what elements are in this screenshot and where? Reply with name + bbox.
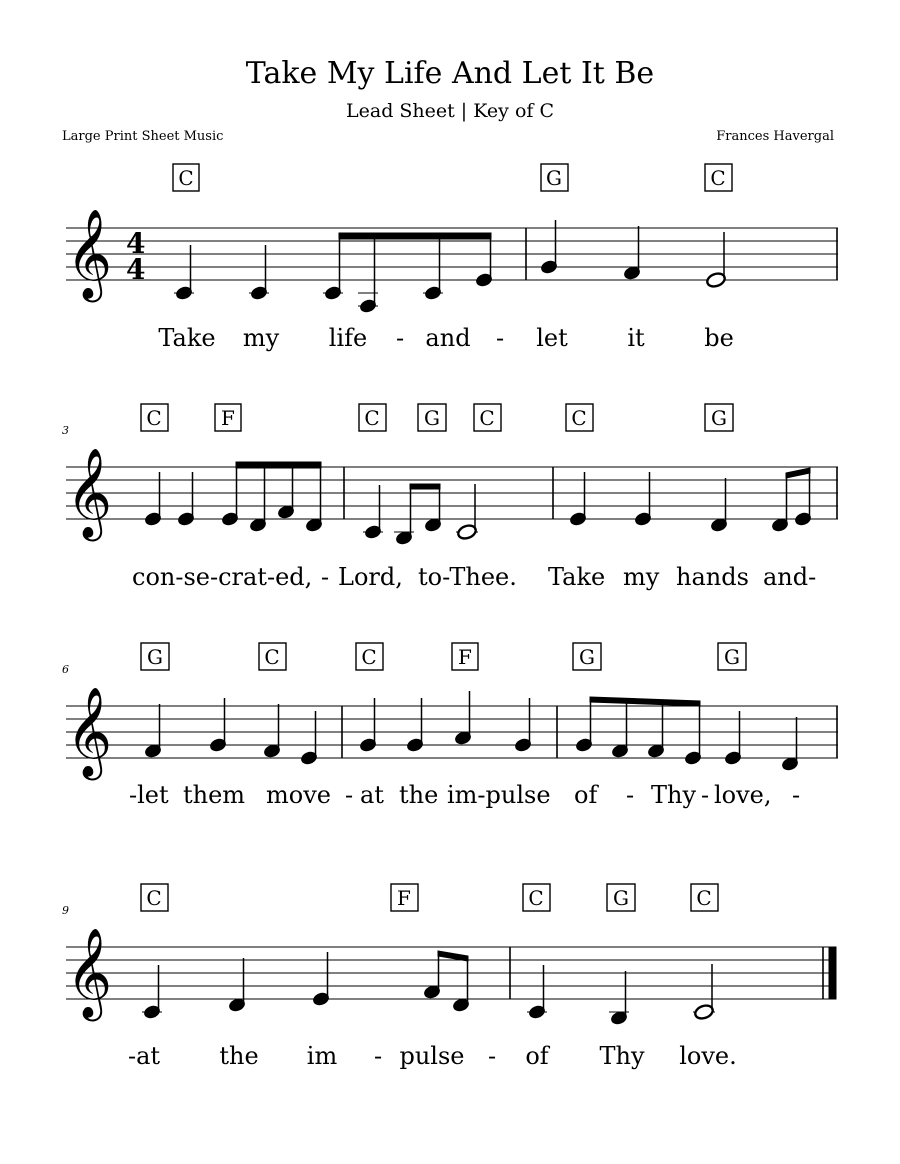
chord-label: G bbox=[147, 645, 163, 669]
lyric-syllable: love, bbox=[714, 781, 772, 809]
lyric-syllable: hands bbox=[676, 563, 749, 591]
note bbox=[174, 245, 194, 301]
note bbox=[144, 704, 162, 759]
publisher-note: Large Print Sheet Music bbox=[62, 129, 224, 144]
beam bbox=[236, 462, 321, 468]
notes bbox=[142, 951, 715, 1026]
chord-symbol bbox=[474, 404, 501, 431]
lyric-hyphen: - bbox=[320, 563, 330, 591]
chord-label: C bbox=[710, 166, 726, 190]
lyric-syllable: pulse bbox=[399, 1042, 465, 1070]
treble-clef-icon: 𝄞 bbox=[66, 209, 113, 299]
chord-label: C bbox=[361, 645, 377, 669]
lyric-syllable: my bbox=[623, 563, 660, 591]
notes bbox=[144, 691, 799, 772]
lyric-syllable: of bbox=[525, 1042, 549, 1070]
lyric-syllable: love. bbox=[679, 1042, 737, 1070]
measure-number: 9 bbox=[62, 904, 69, 917]
time-signature-bottom: 4 bbox=[126, 253, 146, 286]
chord-label: C bbox=[264, 645, 280, 669]
chord-label: G bbox=[424, 406, 440, 430]
lyric-syllable: im-pulse bbox=[447, 781, 551, 809]
chord-label: G bbox=[579, 645, 595, 669]
lyric-syllable: them bbox=[183, 781, 246, 809]
note bbox=[249, 245, 269, 301]
song-subtitle: Lead Sheet | Key of C bbox=[346, 100, 554, 122]
lyric-syllable: Thy bbox=[599, 1042, 645, 1070]
lyric-syllable: the bbox=[219, 1042, 259, 1070]
lyric-hyphen: - bbox=[625, 781, 635, 809]
chord-symbols bbox=[141, 884, 718, 911]
note bbox=[454, 691, 472, 746]
chord-label: G bbox=[711, 406, 727, 430]
lyric-syllable: im bbox=[306, 1042, 338, 1070]
lyric-hyphen: - bbox=[373, 1042, 383, 1070]
lyric-syllable: the bbox=[399, 781, 439, 809]
lyric-syllable: let bbox=[536, 324, 568, 352]
beam bbox=[339, 233, 491, 239]
beam bbox=[786, 468, 810, 478]
note bbox=[575, 700, 593, 753]
lyric-syllable: and- bbox=[763, 563, 817, 591]
system-1 bbox=[66, 164, 838, 352]
lyric-syllable: -let bbox=[129, 781, 169, 809]
lyric-syllable: life bbox=[328, 324, 368, 352]
note bbox=[305, 466, 323, 533]
chord-symbol bbox=[718, 643, 746, 670]
chord-label: C bbox=[571, 406, 587, 430]
lyric-syllable: con-se-crat-ed, bbox=[132, 563, 313, 591]
note bbox=[771, 478, 789, 533]
chord-symbol bbox=[391, 884, 418, 911]
note bbox=[228, 958, 246, 1013]
note bbox=[611, 701, 629, 759]
lyric-syllable: Take bbox=[158, 324, 216, 352]
staff bbox=[66, 706, 838, 758]
song-title: Take My Life And Let It Be bbox=[245, 56, 655, 91]
lyrics bbox=[128, 1042, 737, 1070]
note bbox=[394, 487, 414, 546]
lyric-hyphen: - bbox=[495, 324, 505, 352]
composer-name: Frances Havergal bbox=[716, 129, 834, 144]
chord-symbol bbox=[607, 884, 635, 911]
chord-symbol bbox=[141, 884, 168, 911]
lyrics bbox=[158, 324, 733, 352]
chord-symbol bbox=[418, 404, 446, 431]
lyric-hyphen: - bbox=[487, 1042, 497, 1070]
lyric-syllable: and bbox=[425, 324, 471, 352]
note bbox=[424, 487, 442, 533]
note bbox=[609, 971, 629, 1026]
note bbox=[623, 226, 641, 281]
chord-symbol bbox=[356, 643, 383, 670]
staff bbox=[66, 467, 838, 519]
chord-symbol bbox=[173, 164, 199, 191]
chord-symbols bbox=[173, 164, 732, 191]
lyric-syllable: Thy bbox=[651, 781, 697, 809]
lyric-syllable: of bbox=[574, 781, 598, 809]
lyrics bbox=[132, 563, 816, 591]
chord-symbol bbox=[705, 164, 732, 191]
chord-symbol bbox=[541, 164, 568, 191]
note bbox=[323, 238, 343, 301]
treble-clef-icon: 𝄞 bbox=[66, 928, 113, 1018]
lyric-syllable: at bbox=[360, 781, 384, 809]
measure-number: 6 bbox=[62, 663, 69, 676]
chord-symbol bbox=[573, 643, 601, 670]
chord-label: C bbox=[146, 886, 162, 910]
chord-label: F bbox=[221, 406, 235, 430]
chord-symbols bbox=[141, 643, 746, 670]
chord-symbol bbox=[215, 404, 241, 431]
chord-label: G bbox=[724, 645, 740, 669]
lyric-hyphen: - bbox=[395, 324, 405, 352]
chord-label: G bbox=[613, 886, 629, 910]
time-signature-top: 4 bbox=[126, 227, 146, 260]
lyric-hyphen: - bbox=[791, 781, 801, 809]
lyric-syllable: to-Thee. bbox=[418, 563, 517, 591]
chord-label: G bbox=[546, 166, 562, 190]
chord-label: C bbox=[146, 406, 162, 430]
treble-clef-icon: 𝄞 bbox=[66, 687, 113, 777]
chord-symbol bbox=[141, 643, 169, 670]
notes bbox=[144, 462, 812, 546]
note bbox=[475, 238, 493, 288]
lyric-syllable: it bbox=[627, 324, 645, 352]
lyric-syllable: -at bbox=[128, 1042, 161, 1070]
chord-label: F bbox=[397, 886, 411, 910]
treble-clef-icon: 𝄞 bbox=[66, 448, 113, 538]
lyrics bbox=[129, 781, 800, 809]
note bbox=[423, 238, 443, 301]
system-2 bbox=[62, 404, 838, 591]
note bbox=[684, 704, 702, 766]
lyric-syllable: Lord, bbox=[338, 563, 403, 591]
note bbox=[263, 704, 281, 759]
note bbox=[423, 954, 441, 1000]
measure-number: 3 bbox=[62, 424, 69, 437]
chord-symbol bbox=[705, 404, 733, 431]
chord-label: C bbox=[479, 406, 495, 430]
note bbox=[647, 702, 665, 759]
system-4 bbox=[62, 884, 836, 1070]
chord-symbol bbox=[141, 404, 168, 431]
beam bbox=[590, 697, 700, 706]
chord-label: C bbox=[696, 886, 712, 910]
time-signature bbox=[126, 227, 145, 286]
chord-symbol bbox=[691, 884, 718, 911]
chord-symbol bbox=[259, 643, 286, 670]
chord-symbols bbox=[141, 404, 733, 431]
lyric-syllable: my bbox=[242, 324, 280, 352]
chord-label: C bbox=[178, 166, 194, 190]
lyric-hyphen: - bbox=[700, 781, 710, 809]
system-3 bbox=[62, 643, 838, 809]
chord-symbol bbox=[523, 884, 550, 911]
lyric-syllable: move bbox=[266, 781, 331, 809]
note bbox=[221, 466, 239, 527]
lyric-syllable: Take bbox=[548, 563, 606, 591]
chord-label: F bbox=[458, 645, 472, 669]
chord-label: C bbox=[528, 886, 544, 910]
chord-symbol bbox=[452, 643, 478, 670]
beam bbox=[410, 484, 440, 489]
final-barline bbox=[829, 947, 836, 999]
lyric-hyphen: - bbox=[344, 781, 354, 809]
note bbox=[358, 238, 378, 314]
note bbox=[781, 717, 799, 772]
note bbox=[710, 478, 728, 533]
note bbox=[249, 466, 267, 533]
lyric-syllable: be bbox=[704, 324, 734, 352]
chord-symbol bbox=[566, 404, 593, 431]
chord-symbol bbox=[359, 404, 386, 431]
chord-label: C bbox=[364, 406, 380, 430]
